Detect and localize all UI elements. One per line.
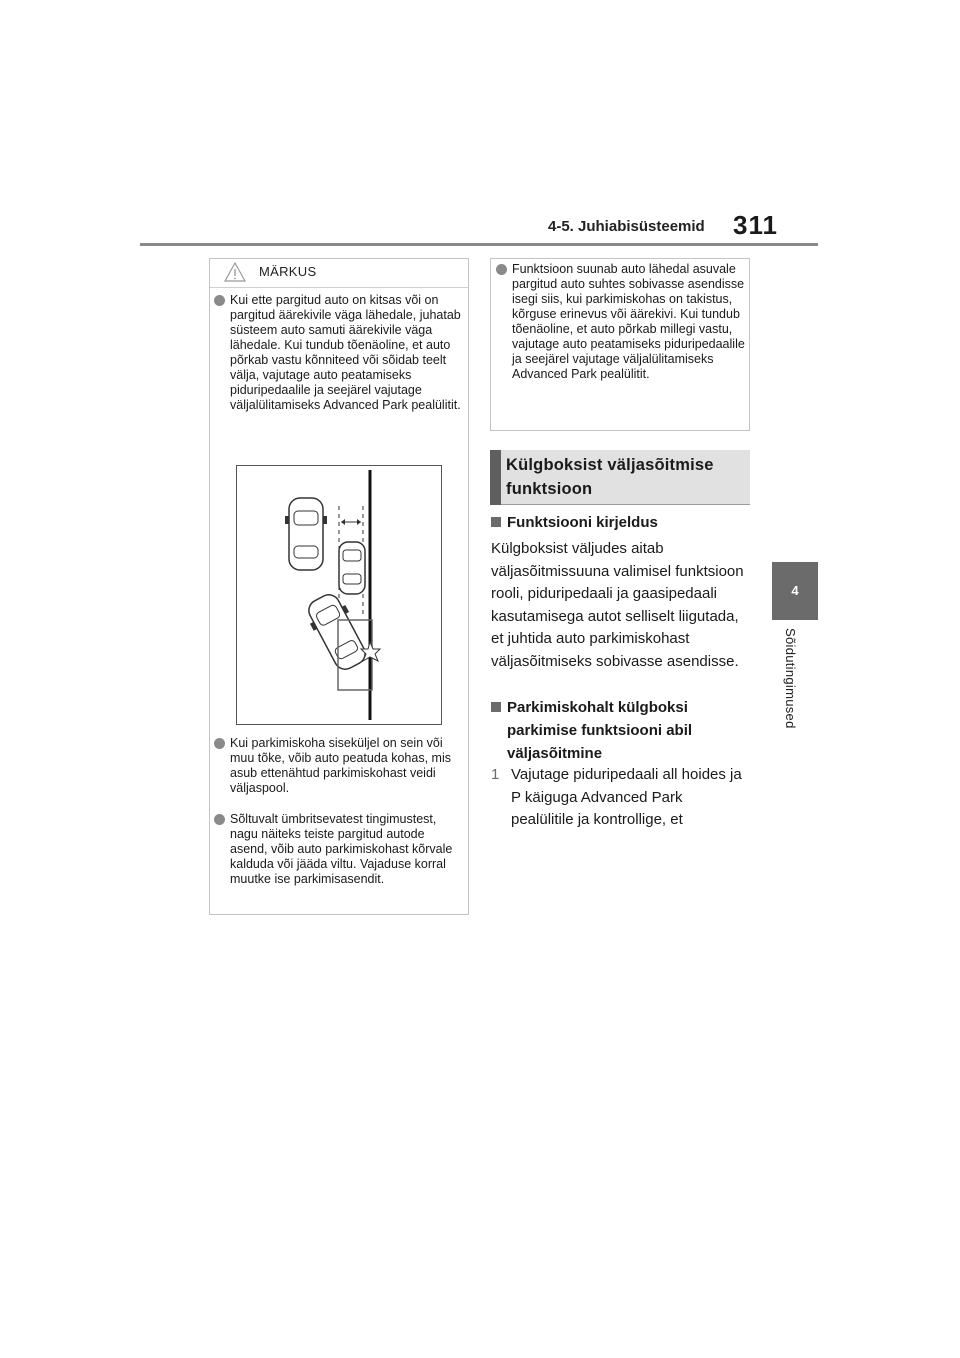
subheading-text: Parkimiskohalt külgboksi parkimise funktsiooni abil väljasõitmine [507,699,693,762]
bullet-dot-icon [214,295,225,306]
parked-car-top [285,498,327,570]
notice-header [210,259,468,288]
bullet-dot-icon [214,814,225,825]
warning-triangle-icon [224,262,246,282]
parked-car-right [339,542,365,594]
section-heading: Külgboksist väljasõitmise funktsioon [506,456,714,498]
notice-bullet-text: Kui ette pargitud auto on kitsas või on pargitud äärekivile väga lähedale, juhatab süsteem auto samuti äärekivile väga lähedale. Kui tundub tõenäoline, et auto põrkab vastu kõnniteed või sõidab teelt välja, vajutage auto peatamiseks piduripedaalile ja seejärel vajutage väljalülitamiseks Advanced Park pealülitit. [230,293,461,412]
subheading-description [491,511,746,534]
section-title: 4-5. Juhiabisüsteemid [548,218,705,235]
maneuvering-car [302,589,373,675]
info-bullet-text: Funktsioon suunab auto lähedal asuvale pargitud auto suhtes sobivasse asendisse isegi siis, kui parkimiskohas on takistus, kõrguse erinevus või äärekivi. Kui tundub tõenäoline, et auto põrkab millegi vastu, vajutage auto peatamiseks piduripedaalile ja seejärel vajutage väljalülitamiseks Advanced Park pealülitit. [512,262,745,381]
bullet-dot-icon [214,738,225,749]
notice-bullet-text: Kui parkimiskoha siseküljel on sein või muu tõke, võib auto peatuda kohas, mis asub ettenähtud parkimiskohast veidi väljaspool. [230,736,451,795]
section-heading-accent [490,450,501,505]
parking-illustration [236,465,442,725]
notice-bullet [214,812,464,887]
notice-bullet-text: Sõltuvalt ümbritsevatest tingimustest, nagu näiteks teiste pargitud autode asend, võib auto parkimiskohast kõrvale kalduda või jääda viltu. Vajaduse korral muutke ise parkimisasendit. [230,812,453,886]
notice-bullet [214,293,464,413]
chapter-number: 4 [791,583,799,598]
step-number: 1 [491,766,500,783]
header-rule [140,243,818,246]
notice-bullet [214,736,464,796]
parking-diagram [237,466,441,724]
step-item [491,764,749,832]
square-bullet-icon [491,517,501,527]
info-bullet [496,262,746,382]
square-bullet-icon [491,702,501,712]
chapter-title-text: Sõidutingimused [783,628,798,729]
notice-label: MÄRKUS [259,264,317,279]
chapter-title [783,628,807,748]
body-paragraph: Külgboksist väljudes aitab väljasõitmissuuna valimisel funktsioon rooli, piduripedaali ja gaasipedaali kasutamisega autot selliselt liigutada, et juhtida auto parkimiskohast väljasõitmiseks sobivasse asendisse. [491,540,744,670]
subheading-text: Funktsiooni kirjeldus [507,514,658,531]
bullet-dot-icon [496,264,507,275]
step-text: Vajutage piduripedaali all hoides ja P käiguga Advanced Park pealülitile ja kontrollige, et [511,766,742,829]
subheading-procedure [491,696,746,765]
page-number: 311 [733,210,778,240]
